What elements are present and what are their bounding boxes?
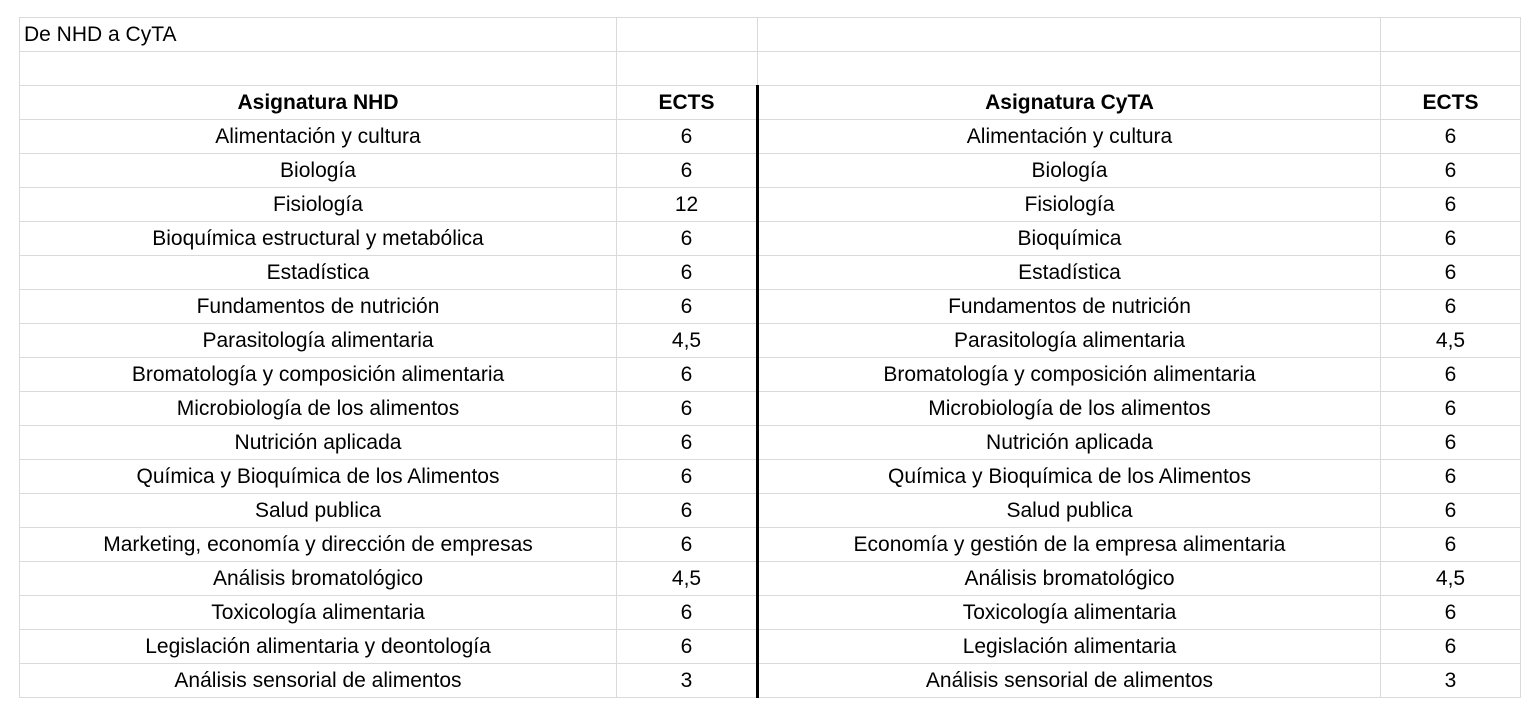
cyta-ects-cell[interactable]: 4,5: [1381, 324, 1521, 358]
nhd-subject-cell[interactable]: Toxicología alimentaria: [20, 596, 617, 630]
table-row: [20, 562, 1521, 596]
nhd-subject-cell[interactable]: Bioquímica estructural y metabólica: [20, 222, 617, 256]
nhd-ects-cell[interactable]: 6: [617, 256, 758, 290]
table-row: [20, 324, 1521, 358]
table-row: [20, 664, 1521, 698]
cyta-ects-cell[interactable]: 6: [1381, 290, 1521, 324]
blank-row: [20, 52, 1521, 86]
cyta-subject-cell[interactable]: Bioquímica: [758, 222, 1381, 256]
nhd-subject-cell[interactable]: Bromatología y composición alimentaria: [20, 358, 617, 392]
cyta-ects-cell[interactable]: 6: [1381, 120, 1521, 154]
empty-cell[interactable]: [20, 52, 617, 86]
cyta-subject-cell[interactable]: Biología: [758, 154, 1381, 188]
cyta-subject-cell[interactable]: Fisiología: [758, 188, 1381, 222]
cyta-subject-cell[interactable]: Química y Bioquímica de los Alimentos: [758, 460, 1381, 494]
nhd-ects-cell[interactable]: 6: [617, 154, 758, 188]
header-nhd-subject[interactable]: Asignatura NHD: [20, 86, 617, 120]
nhd-ects-cell[interactable]: 6: [617, 426, 758, 460]
title-row: [20, 18, 1521, 52]
header-cyta-ects[interactable]: ECTS: [1381, 86, 1521, 120]
cyta-subject-cell[interactable]: Alimentación y cultura: [758, 120, 1381, 154]
nhd-subject-cell[interactable]: Alimentación y cultura: [20, 120, 617, 154]
table-row: [20, 392, 1521, 426]
nhd-ects-cell[interactable]: 6: [617, 392, 758, 426]
cyta-subject-cell[interactable]: Análisis sensorial de alimentos: [758, 664, 1381, 698]
table-row: [20, 222, 1521, 256]
cyta-ects-cell[interactable]: 4,5: [1381, 562, 1521, 596]
sheet-title-cell[interactable]: De NHD a CyTA: [20, 18, 617, 52]
table-row: [20, 358, 1521, 392]
nhd-ects-cell[interactable]: 4,5: [617, 324, 758, 358]
empty-cell[interactable]: [1381, 52, 1521, 86]
cyta-ects-cell[interactable]: 6: [1381, 460, 1521, 494]
nhd-ects-cell[interactable]: 6: [617, 222, 758, 256]
cyta-subject-cell[interactable]: Nutrición aplicada: [758, 426, 1381, 460]
cyta-ects-cell[interactable]: 6: [1381, 596, 1521, 630]
spreadsheet-grid: [19, 17, 1521, 698]
table-row: [20, 426, 1521, 460]
empty-cell[interactable]: [617, 18, 758, 52]
nhd-ects-cell[interactable]: 6: [617, 290, 758, 324]
table-row: [20, 460, 1521, 494]
table-row: [20, 528, 1521, 562]
empty-cell[interactable]: [617, 52, 758, 86]
empty-cell[interactable]: [1381, 18, 1521, 52]
table-row: [20, 188, 1521, 222]
nhd-subject-cell[interactable]: Química y Bioquímica de los Alimentos: [20, 460, 617, 494]
header-nhd-ects[interactable]: ECTS: [617, 86, 758, 120]
table-row: [20, 596, 1521, 630]
nhd-subject-cell[interactable]: Parasitología alimentaria: [20, 324, 617, 358]
table-row: [20, 120, 1521, 154]
cyta-subject-cell[interactable]: Fundamentos de nutrición: [758, 290, 1381, 324]
nhd-ects-cell[interactable]: 6: [617, 630, 758, 664]
cyta-ects-cell[interactable]: 6: [1381, 494, 1521, 528]
nhd-ects-cell[interactable]: 12: [617, 188, 758, 222]
nhd-subject-cell[interactable]: Fisiología: [20, 188, 617, 222]
table-row: [20, 494, 1521, 528]
header-cyta-subject[interactable]: Asignatura CyTA: [758, 86, 1381, 120]
empty-cell[interactable]: [758, 52, 1381, 86]
nhd-subject-cell[interactable]: Salud publica: [20, 494, 617, 528]
empty-cell[interactable]: [758, 18, 1381, 52]
table-row: [20, 256, 1521, 290]
nhd-ects-cell[interactable]: 6: [617, 460, 758, 494]
nhd-subject-cell[interactable]: Análisis sensorial de alimentos: [20, 664, 617, 698]
cyta-subject-cell[interactable]: Economía y gestión de la empresa alimentaria: [758, 528, 1381, 562]
cyta-subject-cell[interactable]: Bromatología y composición alimentaria: [758, 358, 1381, 392]
nhd-ects-cell[interactable]: 6: [617, 494, 758, 528]
nhd-ects-cell[interactable]: 6: [617, 596, 758, 630]
cyta-subject-cell[interactable]: Toxicología alimentaria: [758, 596, 1381, 630]
nhd-subject-cell[interactable]: Marketing, economía y dirección de empresas: [20, 528, 617, 562]
nhd-subject-cell[interactable]: Análisis bromatológico: [20, 562, 617, 596]
nhd-ects-cell[interactable]: 6: [617, 528, 758, 562]
cyta-subject-cell[interactable]: Salud publica: [758, 494, 1381, 528]
cyta-ects-cell[interactable]: 6: [1381, 392, 1521, 426]
cyta-ects-cell[interactable]: 6: [1381, 154, 1521, 188]
cyta-ects-cell[interactable]: 3: [1381, 664, 1521, 698]
nhd-ects-cell[interactable]: 6: [617, 120, 758, 154]
nhd-subject-cell[interactable]: Microbiología de los alimentos: [20, 392, 617, 426]
header-row: [20, 86, 1521, 120]
nhd-subject-cell[interactable]: Legislación alimentaria y deontología: [20, 630, 617, 664]
cyta-subject-cell[interactable]: Microbiología de los alimentos: [758, 392, 1381, 426]
cyta-ects-cell[interactable]: 6: [1381, 188, 1521, 222]
nhd-ects-cell[interactable]: 3: [617, 664, 758, 698]
table-row: [20, 154, 1521, 188]
nhd-subject-cell[interactable]: Biología: [20, 154, 617, 188]
table-row: [20, 290, 1521, 324]
cyta-ects-cell[interactable]: 6: [1381, 222, 1521, 256]
cyta-ects-cell[interactable]: 6: [1381, 630, 1521, 664]
cyta-ects-cell[interactable]: 6: [1381, 528, 1521, 562]
cyta-subject-cell[interactable]: Legislación alimentaria: [758, 630, 1381, 664]
cyta-ects-cell[interactable]: 6: [1381, 358, 1521, 392]
cyta-ects-cell[interactable]: 6: [1381, 256, 1521, 290]
table-row: [20, 630, 1521, 664]
cyta-subject-cell[interactable]: Parasitología alimentaria: [758, 324, 1381, 358]
cyta-ects-cell[interactable]: 6: [1381, 426, 1521, 460]
nhd-ects-cell[interactable]: 4,5: [617, 562, 758, 596]
cyta-subject-cell[interactable]: Estadística: [758, 256, 1381, 290]
nhd-ects-cell[interactable]: 6: [617, 358, 758, 392]
cyta-subject-cell[interactable]: Análisis bromatológico: [758, 562, 1381, 596]
nhd-subject-cell[interactable]: Estadística: [20, 256, 617, 290]
nhd-subject-cell[interactable]: Nutrición aplicada: [20, 426, 617, 460]
nhd-subject-cell[interactable]: Fundamentos de nutrición: [20, 290, 617, 324]
